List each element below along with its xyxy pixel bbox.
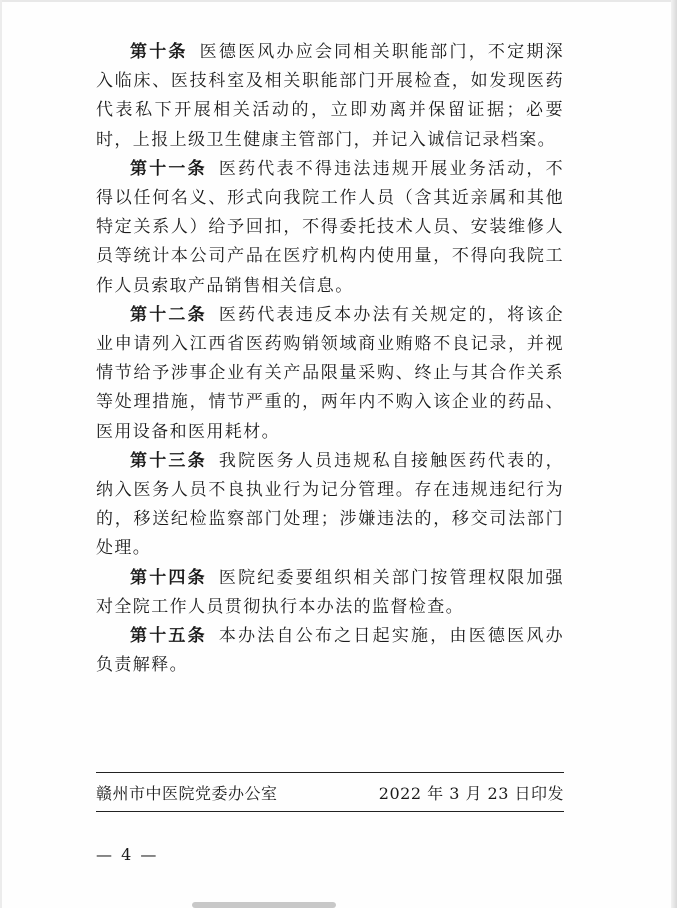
article-title: 第十三条 (130, 450, 207, 471)
article-title: 第十条 (130, 42, 188, 62)
page-left-edge (0, 0, 2, 908)
article-14 (96, 564, 564, 622)
page-number: — 4 — (96, 845, 159, 864)
article-text: 医药代表不得违法违规开展业务活动，不得以任何名义、形式向我院工作人员（含其近亲属和其他特定关系人）给予回扣，不得委托技术人员、安装维修人员等统计本公司产品在医疗机构内使用量，不得向我院工作人员索取产品销售相关信息。 (96, 158, 564, 296)
issuer-office: 赣州市中医院党委办公室 (96, 784, 278, 803)
article-title: 第十一条 (130, 158, 207, 179)
document-body (96, 38, 564, 680)
article-title: 第十二条 (130, 304, 207, 325)
article-10 (96, 38, 564, 155)
article-text: 医院纪委要组织相关部门按管理权限加强对全院工作人员贯彻执行本办法的监督检查。 (96, 567, 564, 617)
horizontal-scrollbar[interactable] (192, 902, 336, 908)
article-title: 第十四条 (130, 567, 207, 588)
article-title: 第十五条 (130, 626, 207, 647)
footer-bottom-rule (96, 811, 564, 812)
article-12 (96, 301, 564, 447)
issue-date: 2022 年 3 月 23 日印发 (378, 784, 564, 803)
article-text: 我院医务人员违规私自接触医药代表的，纳入医务人员不良执业行为记分管理。存在违规违纪行为的，移送纪检监察部门处理；涉嫌违法的，移交司法部门处理。 (96, 450, 564, 559)
article-text: 医药代表违反本办法有关规定的，将该企业申请列入江西省医药购销领域商业贿赂不良记录，并视情节给予涉事企业有关产品限量采购、终止与其合作关系等处理措施，情节严重的，两年内不购入该企业的药品、医用设备和医用耗材。 (96, 304, 564, 442)
article-13 (96, 447, 564, 564)
article-15 (96, 622, 564, 680)
document-footer (96, 780, 564, 808)
page-right-edge (671, 0, 677, 908)
article-text: 医德医风办应会同相关职能部门，不定期深入临床、医技科室及相关职能部门开展检查，如发现医药代表私下开展相关活动的，立即劝离并保留证据；必要时，上报上级卫生健康主管部门，并记入诚信记录档案。 (96, 42, 564, 150)
page-top-edge (0, 0, 677, 2)
article-text: 本办法自公布之日起实施，由医德医风办负责解释。 (96, 626, 564, 676)
article-11 (96, 155, 564, 301)
footer-top-rule (96, 772, 564, 773)
